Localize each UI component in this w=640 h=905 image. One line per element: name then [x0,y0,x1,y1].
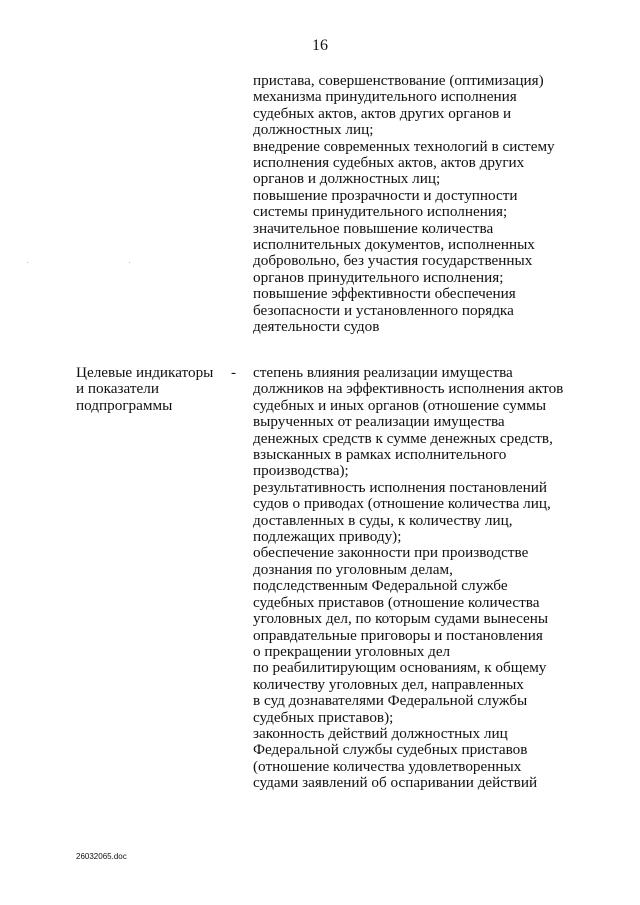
text-line: обеспечение законности при производстве [253,544,529,562]
text-line: значительное повышение количества [253,219,494,237]
text-line: должностных лиц; [253,121,374,139]
text-line: подлежащих приводу); [253,528,402,546]
text-line: системы принудительного исполнения; [253,203,508,221]
text-line: добровольно, без участия государственных [253,252,533,270]
text-line: степень влияния реализации имущества [253,364,513,381]
text-line: оправдательные приговоры и постановления [253,626,543,644]
text-line: законность действий должностных лиц [253,724,508,742]
indicators-label [76,365,226,414]
scan-speck [129,262,130,263]
text-line: судов о приводах (отношение количества лиц, [253,495,551,513]
text-line: подследственным Федеральной службе [253,577,508,595]
label-line: подпрограммы [76,396,173,414]
label-line: Целевые индикаторы [76,364,214,381]
text-line: взысканных в рамках исполнительного [253,446,507,464]
text-line: денежных средств к сумме денежных средств, [253,429,553,447]
text-line: в суд дознавателями Федеральной службы [253,692,528,710]
indicators-text-block [253,365,593,792]
text-line: о прекращении уголовных дел [253,642,451,660]
text-line: повышение эффективности обеспечения [253,285,516,303]
text-line: деятельности судов [253,318,380,336]
text-line: вырученных от реализации имущества [253,413,505,431]
text-line: судами заявлений об оспаривании действий [253,774,538,792]
text-line: результативность исполнения постановлений [253,478,548,496]
text-line: механизма принудительного исполнения [253,88,517,106]
text-line: безопасности и установленного порядка [253,301,514,319]
text-line: производства); [253,462,349,480]
text-line: уголовных дел, по которым судами вынесены [253,610,549,628]
text-line: судебных и иных органов (отношение суммы [253,396,547,414]
text-line: (отношение количества удовлетворенных [253,757,522,775]
text-line: органов и должностных лиц; [253,170,441,188]
text-line: Федеральной службы судебных приставов [253,741,528,759]
label-line: и показатели [76,380,159,398]
text-line: судебных приставов (отношение количества [253,593,540,611]
text-line: судебных приставов); [253,708,394,726]
text-line: доставленных в суды, к количеству лиц, [253,511,513,529]
footer-filename: 26032065.doc [76,852,127,861]
text-line: пристава, совершенствование (оптимизация) [253,72,544,89]
text-line: судебных актов, актов других органов и [253,104,512,122]
text-line: повышение прозрачности и доступности [253,186,518,204]
text-line: исполнительных документов, исполненных [253,236,535,254]
text-line: должников на эффективность исполнения актов [253,380,564,398]
page-number: 16 [312,37,328,54]
text-line: органов принудительного исполнения; [253,268,504,286]
text-line: внедрение современных технологий в систему [253,137,555,155]
text-line: количеству уголовных дел, направленных [253,675,524,693]
label-dash: - [231,364,237,381]
text-line: по реабилитирующим основаниям, к общему [253,659,547,677]
scan-speck [27,262,28,263]
text-line: дознания по уголовным делам, [253,560,453,578]
top-text-block [253,73,593,336]
text-line: исполнения судебных актов, актов других [253,154,525,172]
